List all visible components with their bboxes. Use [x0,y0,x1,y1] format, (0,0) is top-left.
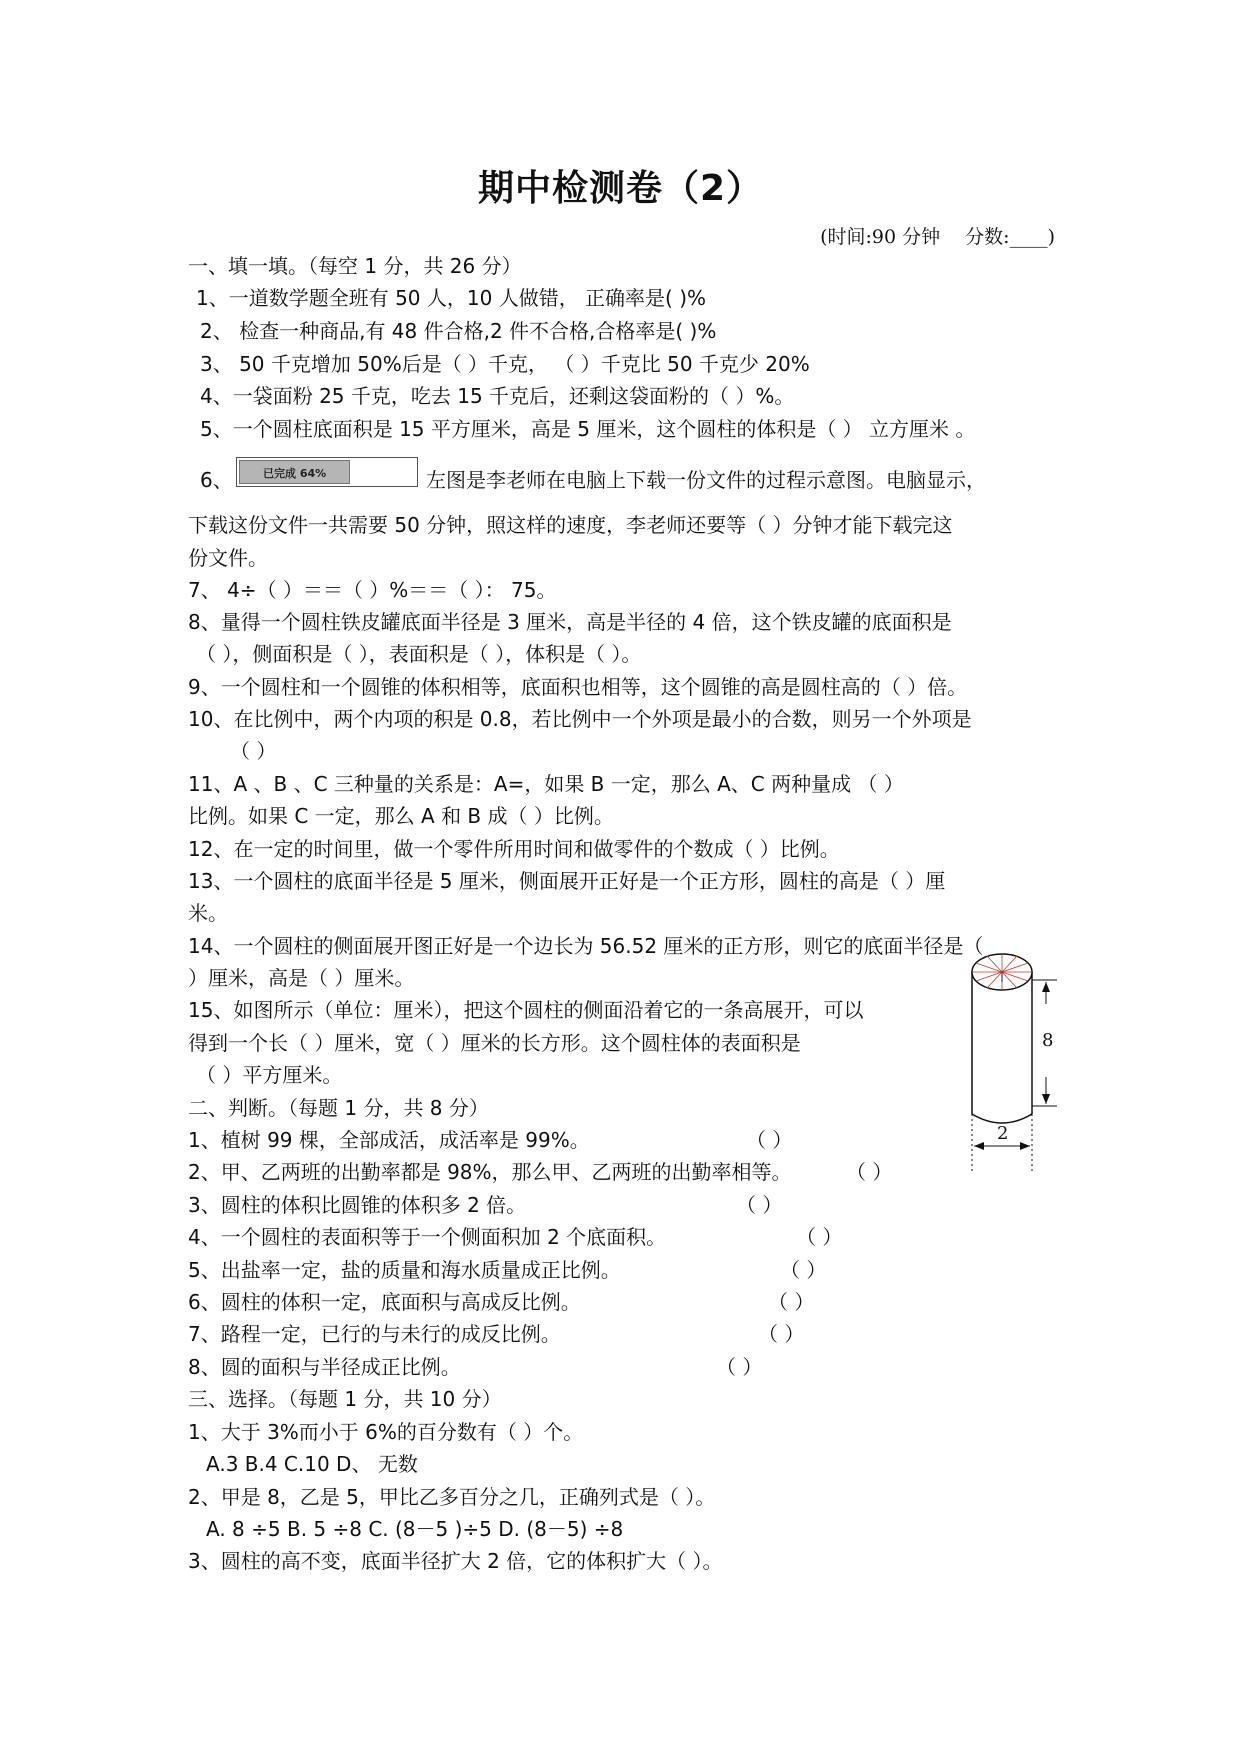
diameter-label: 2 [997,1123,1009,1144]
question-1-8-line2: （ ），侧面积是（ ），表面积是（ ），体积是（ ）。 [196,642,642,666]
judge-item-8-answer: （ ） [716,1355,763,1379]
judge-item-1-answer: （ ） [746,1128,793,1152]
question-1-13-line2: 米。 [188,901,228,925]
download-progress-bar [236,457,418,487]
cylinder-top-circle [972,954,1032,990]
question-1-15-line2: 得到一个长（ ）厘米，宽（ ）厘米的长方形。这个圆柱体的表面积是 [188,1031,801,1055]
question-1-11-line2: 比例。如果 C 一定，那么 A 和 B 成（ ）比例。 [188,804,614,828]
cylinder-figure [962,942,1072,1182]
section3-heading: 三、选择。（每题 1 分，共 10 分） [188,1387,502,1411]
question-1-6-number: 6、 [200,468,233,492]
judge-item-1: 1、植树 99 棵，全部成活，成活率是 99%。 [188,1128,590,1152]
question-1-8-line1: 8、量得一个圆柱铁皮罐底面半径是 3 厘米，高是半径的 4 倍，这个铁皮罐的底面积是 [188,610,952,634]
judge-item-5-answer: （ ） [780,1258,827,1282]
section2-heading: 二、判断。（每题 1 分，共 8 分） [188,1096,489,1120]
question-1-14-line2: ）厘米，高是（ ）厘米。 [188,966,415,990]
question-1-3: 3、 50 千克增加 50%后是（ ）千克， （ ）千克比 50 千克少 20% [200,352,810,376]
judge-item-3: 3、圆柱的体积比圆锥的体积多 2 倍。 [188,1193,527,1217]
question-1-1: 1、一道数学题全班有 50 人，10 人做错， 正确率是( )% [196,286,707,310]
question-1-9: 9、一个圆柱和一个圆锥的体积相等，底面积也相等，这个圆锥的高是圆柱高的（ ）倍。 [188,675,968,699]
page-title: 期中检测卷（2） [477,168,764,209]
question-1-11-line1: 11、A 、B 、C 三种量的关系是：A=，如果 B 一定，那么 A、C 两种量成 （ ） [188,772,904,796]
question-1-7: 7、 4÷（ ）＝＝（ ）%＝＝（ ）： 75。 [188,578,557,602]
question-1-14-line1: 14、一个圆柱的侧面展开图正好是一个边长为 56.52 厘米的正方形，则它的底面半径是（ [188,934,984,958]
question-1-10-line2: （ ） [230,739,277,763]
judge-item-6: 6、圆柱的体积一定，底面积与高成反比例。 [188,1290,581,1314]
time-info: (时间:90 分钟 分数:____) [820,226,1055,248]
question-1-13-line1: 13、一个圆柱的底面半径是 5 厘米，侧面展开正好是一个正方形，圆柱的高是（ ）厘 [188,869,946,893]
cylinder-body [972,972,1032,1123]
question-1-12: 12、在一定的时间里，做一个零件所用时间和做零件的个数成（ ）比例。 [188,837,840,861]
download-progress-label: 已完成 64% [263,467,327,480]
question-1-6-line3: 份文件。 [188,546,268,570]
judge-item-2: 2、甲、乙两班的出勤率都是 98%，那么甲、乙两班的出勤率相等。 [188,1160,792,1184]
judge-item-5: 5、出盐率一定，盐的质量和海水质量成正比例。 [188,1258,621,1282]
question-1-5: 5、一个圆柱底面积是 15 平方厘米，高是 5 厘米，这个圆柱的体积是（ ） 立方厘米 。 [200,417,976,441]
download-progress-fill [239,460,350,484]
question-1-15-line3: （ ）平方厘米。 [196,1063,343,1087]
choice-question-1: 1、大于 3%而小于 6%的百分数有（ ）个。 [188,1420,584,1444]
choice-question-2: 2、甲是 8，乙是 5，甲比乙多百分之几，正确列式是（ ）。 [188,1485,716,1509]
height-label: 8 [1042,1030,1054,1051]
choice-question-1-options: A.3 B.4 C.10 D、 无数 [206,1452,418,1476]
choice-question-3: 3、圆柱的高不变，底面半径扩大 2 倍，它的体积扩大（ ）。 [188,1549,723,1573]
section1-heading: 一、填一填。（每空 1 分，共 26 分） [188,254,522,278]
judge-item-4: 4、一个圆柱的表面积等于一个侧面积加 2 个底面积。 [188,1225,667,1249]
question-1-6-text: 左图是李老师在电脑上下载一份文件的过程示意图。电脑显示， [426,468,986,492]
question-1-15-line1: 15、如图所示（单位：厘米），把这个圆柱的侧面沿着它的一条高展开，可以 [188,998,864,1022]
judge-item-6-answer: （ ） [768,1290,815,1314]
question-1-6-line2: 下载这份文件一共需要 50 分钟，照这样的速度，李老师还要等（ ）分钟才能下载完这 [188,513,953,537]
judge-item-2-answer: （ ） [846,1160,893,1184]
choice-question-2-options: A. 8 ÷5 B. 5 ÷8 C. (8－5 )÷5 D. (8－5) ÷8 [206,1517,624,1541]
judge-item-8: 8、圆的面积与半径成正比例。 [188,1355,461,1379]
judge-item-3-answer: （ ） [736,1193,783,1217]
judge-item-7-answer: （ ） [758,1322,805,1346]
question-1-10-line1: 10、在比例中，两个内项的积是 0.8，若比例中一个外项是最小的合数，则另一个外项是 [188,707,972,731]
question-1-4: 4、一袋面粉 25 千克，吃去 15 千克后，还剩这袋面粉的（ ）%。 [200,384,795,408]
question-1-2: 2、 检查一种商品,有 48 件合格,2 件不合格,合格率是( )% [200,319,717,343]
judge-item-7: 7、路程一定，已行的与未行的成反比例。 [188,1322,561,1346]
judge-item-4-answer: （ ） [796,1225,843,1249]
